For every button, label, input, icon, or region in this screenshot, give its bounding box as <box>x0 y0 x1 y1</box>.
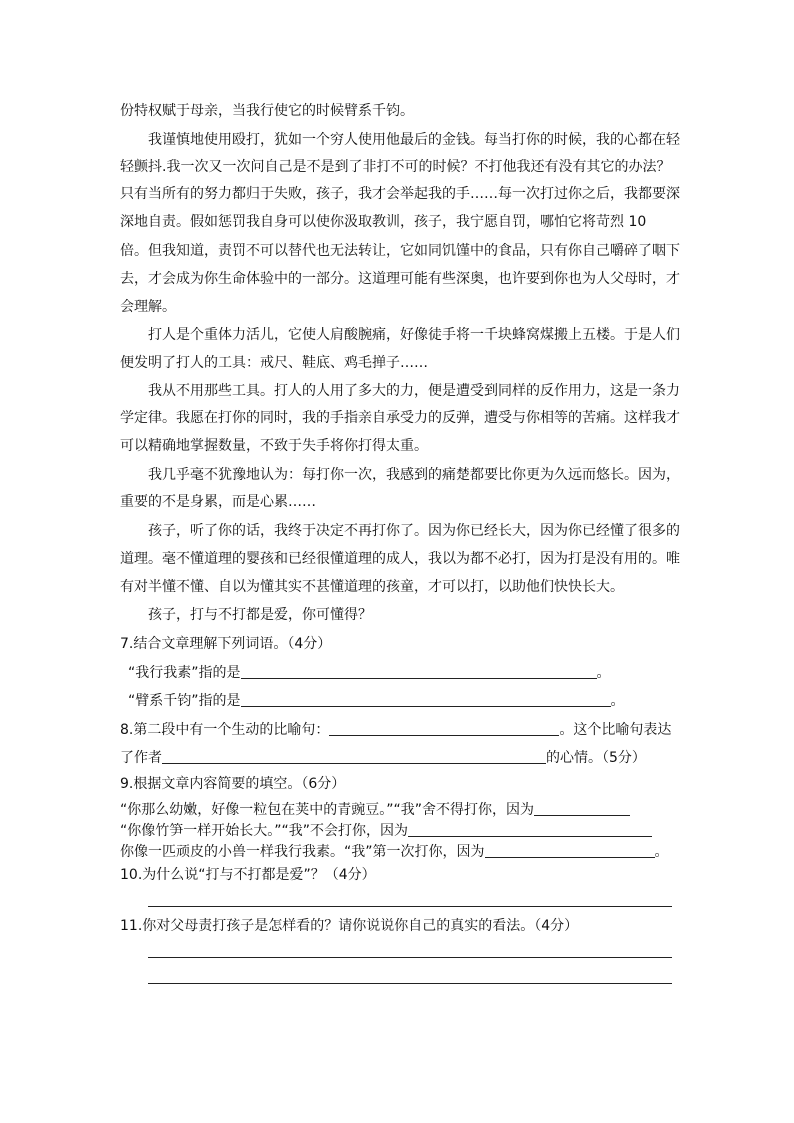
question-11-stem: 11.你对父母责打孩子是怎样看的？请你说说你自己的真实的看法。（4分） <box>120 918 579 934</box>
answer-blank-9b[interactable] <box>408 822 652 837</box>
question-8-line2 <box>120 749 646 766</box>
passage-line: 重要的不是身累，而是心累…… <box>120 494 316 510</box>
question-8-part1: 8.第二段中有一个生动的比喻句： <box>120 722 330 738</box>
question-7a-label: “我行我素”指的是 <box>128 665 241 681</box>
passage-line: 道理。毫不懂道理的婴孩和已经很懂道理的成人，我以为都不必打，因为打是没有用的。唯 <box>120 551 680 567</box>
question-9-stem: 9.根据文章内容简要的填空。（6分） <box>120 776 346 792</box>
passage-line: 有对半懂不懂、自以为懂其实不甚懂道理的孩童，才可以打，以助他们快快长大。 <box>120 579 624 595</box>
question-8-part2: 。这个比喻句表达 <box>559 722 672 738</box>
question-9-row3 <box>120 843 669 860</box>
answer-blank-8b[interactable] <box>162 749 546 764</box>
passage-line: 学定律。我愿在打你的同时，我的手指亲自承受力的反弹，遭受与你相等的苦痛。这样我才 <box>120 410 680 426</box>
answer-line-10[interactable] <box>148 906 672 907</box>
answer-blank-7b[interactable] <box>241 692 611 707</box>
question-9-row3-text: 你像一匹顽皮的小兽一样我行我素。“我”第一次打你，因为 <box>120 844 485 860</box>
question-9-row2 <box>120 822 652 839</box>
question-8-part3: 了作者 <box>120 750 162 766</box>
answer-blank-8a[interactable] <box>329 721 559 736</box>
question-7-stem: 7.结合文章理解下列词语。（4分） <box>120 636 332 652</box>
question-7a-end: 。 <box>596 665 611 681</box>
passage-line: 我谨慎地使用殴打，犹如一个穷人使用他最后的金钱。每当打你的时候，我的心都在轻 <box>148 132 680 148</box>
passage-line: 打人是个重体力活儿，它使人肩酸腕痛，好像徒手将一千块蜂窝煤搬上五楼。于是人们 <box>148 327 680 343</box>
question-8-part4: 的心情。（5分） <box>546 750 646 766</box>
passage-line: 会理解。 <box>120 299 176 315</box>
answer-blank-9c[interactable] <box>485 843 655 858</box>
passage-line: 份特权赋于母亲，当我行使它的时候臂系千钧。 <box>120 103 414 119</box>
passage-line: 轻颤抖.我一次又一次问自己是不是到了非打不可的时候？不打他我还有没有其它的办法？ <box>120 159 671 175</box>
passage-line: 倍。但我知道，责罚不可以替代也无法转让，它如同饥馑中的食品，只有你自己嚼碎了咽下 <box>120 243 680 259</box>
answer-blank-7a[interactable] <box>241 664 597 679</box>
question-7b-end: 。 <box>610 693 625 709</box>
question-9-row1 <box>120 801 630 818</box>
passage-line: 深地自责。假如惩罚我自身可以使你汲取教训，孩子，我宁愿自罚，哪怕它将苛烈 10 <box>120 214 647 230</box>
answer-line-11a[interactable] <box>148 957 672 958</box>
passage-line: 去，才会成为你生命体验中的一部分。这道理可能有些深奥，也许要到你也为人父母时，才 <box>120 271 680 287</box>
question-8-line1 <box>120 721 671 738</box>
passage-line: 孩子，打与不打都是爱，你可懂得？ <box>148 607 372 623</box>
passage-line: 孩子，听了你的话，我终于决定不再打你了。因为你已经长大，因为你已经懂了很多的 <box>148 523 680 539</box>
question-9-end: 。 <box>654 844 669 860</box>
question-7b-label: “臂系千钧”指的是 <box>128 693 241 709</box>
answer-line-11b[interactable] <box>148 983 672 984</box>
question-9-row1-text: “你那么幼嫩，好像一粒包在荚中的青豌豆。”“我”舍不得打你，因为 <box>120 802 535 818</box>
question-10-stem: 10.为什么说“打与不打都是爱”？（4分） <box>120 867 376 883</box>
passage-line: 可以精确地掌握数量，不致于失手将你打得太重。 <box>120 438 428 454</box>
question-7b <box>128 692 625 709</box>
passage-line: 我几乎毫不犹豫地认为：每打你一次，我感到的痛楚都要比你更为久远而悠长。因为， <box>148 467 680 483</box>
answer-blank-9a[interactable] <box>534 801 630 816</box>
passage-line: 我从不用那些工具。打人的人用了多大的力，便是遭受到同样的反作用力，这是一条力 <box>148 383 680 399</box>
question-9-row2-text: “你像竹笋一样开始长大。”“我”不会打你，因为 <box>120 823 409 839</box>
question-7a <box>128 664 611 681</box>
passage-line: 只有当所有的努力都归于失败，孩子，我才会举起我的手……每一次打过你之后，我都要深 <box>120 186 680 202</box>
passage-line: 便发明了打人的工具：戒尺、鞋底、鸡毛掸子…… <box>120 355 428 371</box>
